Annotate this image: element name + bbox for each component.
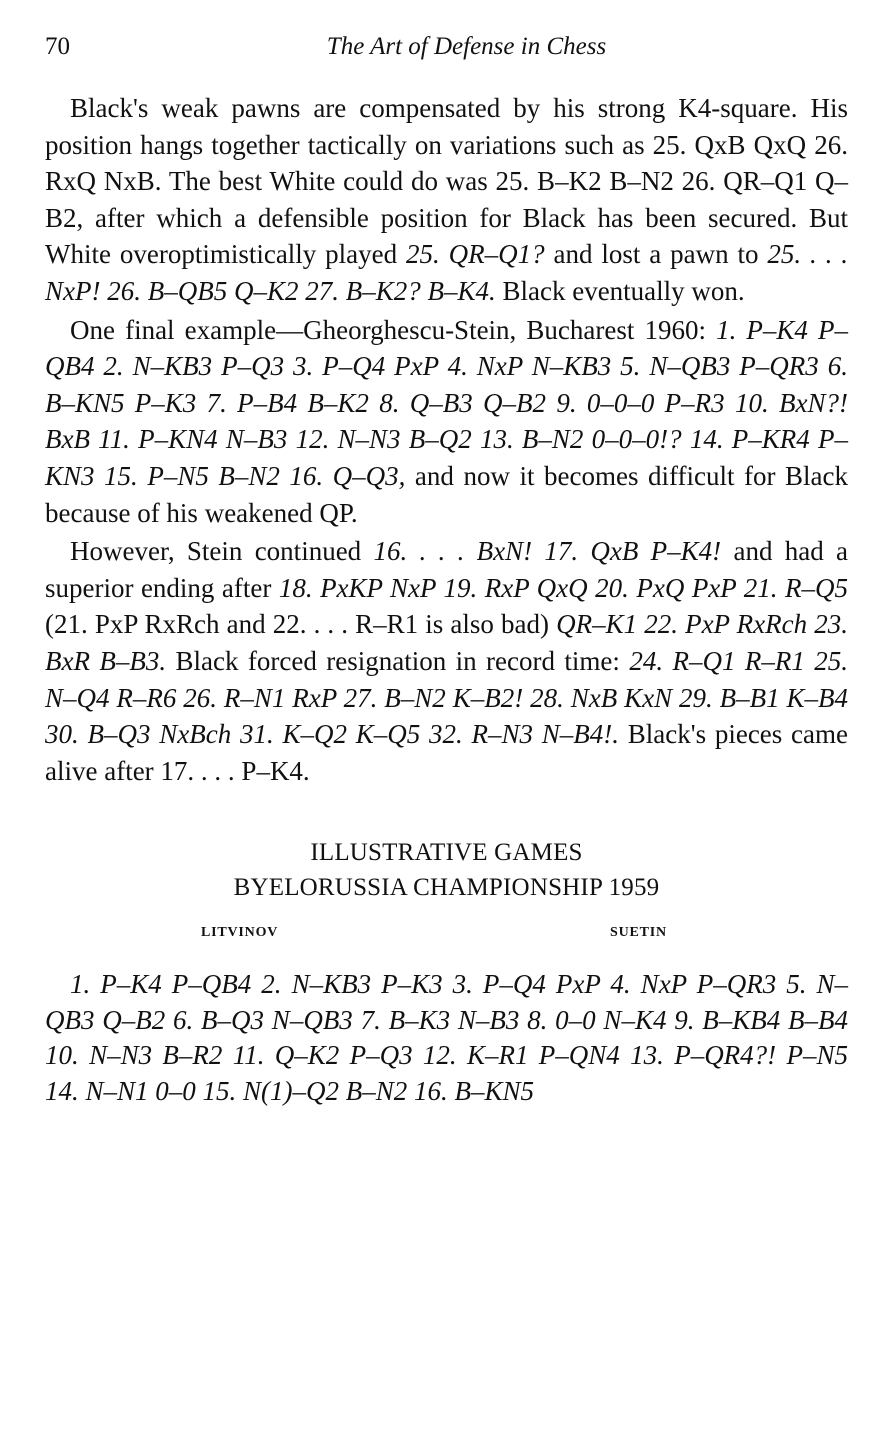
section-heading-line-2: BYELORUSSIA CHAMPIONSHIP 1959: [233, 874, 660, 902]
paragraph-3-text-2: and had a superior ending after: [45, 536, 849, 603]
paragraph-1-moves-1: 25. QR–Q1?: [406, 239, 545, 270]
paragraph-3-text-1: However, Stein continued: [70, 536, 374, 567]
paragraph-3-moves-3: QR–K1 22. PxP RxRch 23. BxR B–B3.: [45, 609, 848, 676]
paragraph-2-text-1: One final example—Gheorghescu-Stein, Bucharest 1960:: [70, 314, 717, 345]
section-heading-line-1: ILLUSTRATIVE GAMES: [310, 839, 583, 867]
paragraph-3-text-3: (21. PxP RxRch and 22. . . . R–R1 is also bad): [45, 609, 557, 640]
paragraph-3-text-5: Black's pieces came alive after 17. . . . P–K4.: [45, 719, 848, 786]
running-head: [45, 32, 848, 62]
paragraph-2-text-2: and now it becomes difficult for Black because of his weakened QP.: [45, 460, 848, 528]
game-moves: [45, 967, 848, 1109]
paragraph-1-text-1: Black's weak pawns are compensated by his strong K4-square. His position hangs together tactically on variations such as 25. QxB QxQ 26. RxQ NxB. The best White could do was 25. B–K2 B–N2 26. QR–Q1 Q–B2, after which a defensible position for Black has been secured. But White overoptimistically played: [45, 93, 848, 270]
page-number: 70: [45, 33, 70, 60]
paragraph-2: [45, 312, 848, 532]
paragraph-3: [45, 533, 848, 789]
paragraph-3-moves-2: 18. PxKP NxP 19. RxP QxQ 20. PxQ PxP 21. R–Q5: [278, 572, 848, 603]
book-page: [45, 32, 848, 1110]
players-line: [45, 925, 848, 955]
paragraph-3-moves-1: 16. . . . BxN! 17. QxB P–K4!: [373, 536, 722, 567]
game-moves-text: 1. P–K4 P–QB4 2. N–KB3 P–K3 3. P–Q4 PxP 4. NxP P–QR3 5. N–QB3 Q–B2 6. B–Q3 N–QB3 7. B–K3 N–B3 8. 0–0 N–K4 9. B–KB4 B–B4 10. N–N3 B–R2 11. Q–K2 P–Q3 12. K–R1 P–QN4 13. P–QR4?! P–N5 14. N–N1 0–0 15. N(1)–Q2 B–N2 16. B–KN5: [45, 969, 848, 1107]
paragraph-1: [45, 90, 848, 310]
black-player-name: SUETIN: [610, 925, 667, 941]
paragraph-3-text-4: Black forced resignation in record time:: [166, 645, 630, 676]
paragraph-1-text-3: Black eventually won.: [495, 275, 745, 306]
white-player-name: LITVINOV: [201, 925, 279, 941]
paragraph-1-text-2: and lost a pawn to: [544, 239, 768, 270]
paragraph-2-moves-1: 1. P–K4 P–QB4 2. N–KB3 P–Q3 3. P–Q4 PxP 4. NxP N–KB3 5. N–QB3 P–QR3 6. B–KN5 P–K3 7. P–B4 B–K2 8. Q–B3 Q–B2 9. 0–0–0 P–R3 10. BxN?! BxB 11. P–KN4 N–B3 12. N–N3 B–Q2 13. B–N2 0–0–0!? 14. P–KR4 P–KN3 15. P–N5 B–N2 16. Q–Q3,: [45, 314, 848, 491]
section-heading: [45, 835, 848, 905]
paragraph-3-moves-4: 24. R–Q1 R–R1 25. N–Q4 R–R6 26. R–N1 RxP 27. B–N2 K–B2! 28. NxB KxN 29. B–B1 K–B4 30. B–Q3 NxBch 31. K–Q2 K–Q5 32. R–N3 N–B4!.: [45, 645, 849, 750]
paragraph-1-moves-2: 25. . . . NxP! 26. B–QB5 Q–K2 27. B–K2? B–K4.: [45, 239, 848, 306]
body-text: [45, 90, 848, 789]
book-title: The Art of Defense in Chess: [326, 33, 607, 60]
